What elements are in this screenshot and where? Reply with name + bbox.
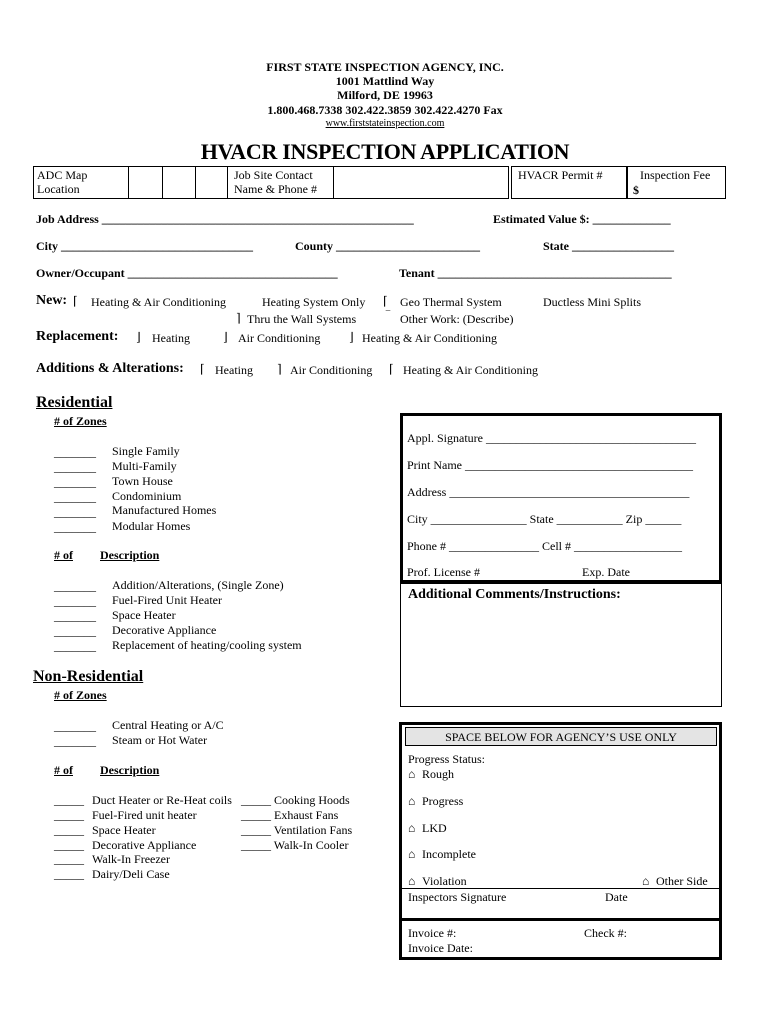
rep-heating-ac: Heating & Air Conditioning — [362, 331, 497, 345]
list-item: Town House — [112, 474, 173, 488]
rough-option: Rough — [422, 767, 455, 781]
list-item: Single Family — [112, 444, 180, 458]
residential-num-of: # of — [54, 548, 73, 562]
blank-line[interactable]: _____ — [54, 852, 84, 866]
list-item: Decorative Appliance — [112, 623, 217, 637]
list-item: Steam or Hot Water — [112, 733, 208, 747]
rep-heating: Heating — [152, 331, 190, 345]
non-residential-zones-label: # of Zones — [54, 688, 107, 702]
add-heating: Heating — [215, 363, 253, 377]
blank-line[interactable]: _____ — [54, 823, 84, 837]
new-thru-wall: Thru the Wall Systems — [247, 312, 357, 326]
blank-line[interactable]: _____ — [54, 808, 84, 822]
rep-ac: Air Conditioning — [238, 331, 321, 345]
residential-zones-label: # of Zones — [54, 414, 107, 428]
new-geo-thermal: Geo Thermal System — [400, 295, 502, 309]
list-item: Walk-In Freezer — [92, 852, 170, 866]
progress-status-label: Progress Status: — [408, 752, 486, 766]
checkbox-icon[interactable]: ⌋ — [349, 330, 354, 344]
progress-option: Progress — [422, 794, 464, 808]
company-name: FIRST STATE INSPECTION AGENCY, INC. — [266, 60, 504, 74]
non-residential-description: Description — [100, 763, 160, 777]
invoice-date-field[interactable]: Invoice Date: — [408, 941, 473, 955]
applicant-phone-cell[interactable]: Phone # _______________ Cell # __________________ — [407, 539, 682, 553]
list-item: Dairy/Deli Case — [92, 867, 170, 881]
applicant-address-field[interactable]: Address ________________________________________ — [407, 485, 690, 499]
list-item: Decorative Appliance — [92, 838, 197, 852]
blank-line[interactable]: _______ — [54, 475, 96, 489]
checkbox-icon[interactable]: ⌂ — [408, 847, 416, 861]
comments-heading: Additional Comments/Instructions: — [408, 587, 621, 602]
blank-line[interactable]: _______ — [54, 594, 96, 608]
list-item: Condominium — [112, 489, 182, 503]
permit-label: HVACR Permit # — [518, 168, 603, 182]
agency-heading: SPACE BELOW FOR AGENCY’S USE ONLY — [445, 730, 677, 744]
residential-description: Description — [100, 548, 160, 562]
company-street: 1001 Mattlind Way — [335, 74, 435, 88]
checkbox-icon[interactable]: ⌈ — [389, 362, 394, 376]
checkbox-icon[interactable]: ⌈ — [200, 362, 205, 376]
list-item: Replacement of heating/cooling system — [112, 638, 302, 652]
list-item: Central Heating or A/C — [112, 718, 224, 732]
residential-heading: Residential — [36, 394, 113, 411]
replacement-label: Replacement: — [36, 329, 119, 344]
lkd-option: LKD — [422, 821, 447, 835]
incomplete-option: Incomplete — [422, 847, 476, 861]
company-city: Milford, DE 19963 — [337, 88, 433, 102]
company-website[interactable]: www.firststateinspection.com — [325, 118, 445, 129]
print-name-field[interactable]: Print Name ______________________________________ — [407, 458, 693, 472]
checkbox-icon[interactable]: ⌋ — [136, 330, 141, 344]
list-item[interactable]: _____ Ventilation Fans — [241, 823, 353, 837]
blank-line[interactable]: _______ — [54, 505, 96, 519]
blank-line[interactable]: _______ — [54, 734, 96, 748]
new-heating-ac: Heating & Air Conditioning — [91, 295, 226, 309]
list-item: Fuel-Fired unit heater — [92, 808, 197, 822]
fee-dollar-sign: $ — [633, 183, 639, 197]
add-ac: Air Conditioning — [290, 363, 373, 377]
blank-line[interactable]: _______ — [54, 639, 96, 653]
non-residential-num-of: # of — [54, 763, 73, 777]
checkbox-icon[interactable]: ⌈ — [383, 294, 388, 308]
checkbox-icon[interactable]: ⌂ — [408, 794, 416, 808]
other-side-option: Other Side — [656, 874, 708, 888]
state-field[interactable]: State _________________ — [543, 239, 674, 253]
blank-line[interactable]: _______ — [54, 460, 96, 474]
adc-map-label: ADC Map — [37, 168, 88, 182]
list-item[interactable]: _____ Walk-In Cooler — [241, 838, 349, 852]
company-phones: 1.800.468.7338 302.422.3859 302.422.4270 Fax — [267, 103, 503, 117]
blank-line[interactable]: _____ — [54, 793, 84, 807]
blank-line[interactable]: _______ — [54, 624, 96, 638]
new-ductless: Ductless Mini Splits — [543, 295, 642, 309]
list-item: Fuel-Fired Unit Heater — [112, 593, 222, 607]
list-item: Space Heater — [112, 608, 176, 622]
applicant-city-state-zip[interactable]: City ________________ State ___________ Zip ______ — [407, 512, 682, 526]
blank-line[interactable]: _______ — [54, 609, 96, 623]
list-item: Multi-Family — [112, 459, 177, 473]
city-field[interactable]: City ________________________________ — [36, 239, 253, 253]
checkbox-icon[interactable]: ⌋ — [223, 330, 228, 344]
name-phone-label: Name & Phone # — [234, 182, 317, 196]
additions-label: Additions & Alterations: — [36, 361, 184, 376]
list-item: Duct Heater or Re-Heat coils — [92, 793, 232, 807]
list-item: Manufactured Homes — [112, 503, 217, 517]
county-field[interactable]: County ________________________ — [295, 239, 481, 253]
invoice-number-field[interactable]: Invoice #: — [408, 926, 457, 940]
checkbox-icon[interactable]: ⌂ — [408, 821, 416, 835]
check-number-field[interactable]: Check #: — [584, 926, 627, 940]
checkbox-icon[interactable]: ⌂ — [408, 874, 416, 888]
blank-line[interactable]: _____ — [54, 867, 84, 881]
checkbox-icon[interactable]: ⌂ — [408, 767, 416, 781]
checkbox-icon[interactable]: ⌈ — [73, 294, 78, 308]
location-label: Location — [37, 182, 80, 196]
checkbox-icon[interactable]: ⌂ — [642, 874, 650, 888]
violation-option: Violation — [422, 874, 467, 888]
inspection-date-field[interactable]: Date — [605, 890, 628, 904]
checkbox-icon[interactable]: ‾ — [386, 309, 390, 323]
page-title: HVACR INSPECTION APPLICATION — [200, 139, 570, 164]
applicant-signature-field[interactable]: Appl. Signature ___________________________________ — [407, 431, 696, 445]
blank-line[interactable]: _______ — [54, 520, 96, 534]
new-heating-only: Heating System Only — [262, 295, 366, 309]
list-item: Space Heater — [92, 823, 156, 837]
new-label: New: — [36, 293, 68, 308]
job-address-field[interactable]: Job Address ____________________________________________________ — [36, 212, 414, 226]
checkbox-icon[interactable]: ⌉ — [277, 362, 282, 376]
inspection-fee-label: Inspection Fee — [640, 168, 711, 182]
blank-line[interactable]: _______ — [54, 445, 96, 459]
checkbox-icon[interactable]: ⌉ — [236, 311, 241, 325]
exp-date-field[interactable]: Exp. Date — [582, 565, 630, 579]
blank-line[interactable]: _____ — [54, 838, 84, 852]
list-item[interactable]: _____ Cooking Hoods — [241, 793, 350, 807]
list-item[interactable]: _____ Exhaust Fans — [241, 808, 339, 822]
inspectors-signature-field[interactable]: Inspectors Signature — [408, 890, 507, 904]
tenant-field[interactable]: Tenant _______________________________________ — [399, 266, 672, 280]
non-residential-heading: Non-Residential — [33, 668, 144, 685]
list-item: Modular Homes — [112, 519, 191, 533]
blank-line[interactable]: _______ — [54, 490, 96, 504]
owner-field[interactable]: Owner/Occupant ___________________________________ — [36, 266, 338, 280]
new-other-work: Other Work: (Describe) — [400, 312, 514, 326]
blank-line[interactable]: _______ — [54, 719, 96, 733]
job-site-contact-label: Job Site Contact — [234, 168, 313, 182]
prof-license-field[interactable]: Prof. License # — [407, 565, 480, 579]
estimated-value-field[interactable]: Estimated Value $: _____________ — [493, 212, 671, 226]
add-heating-ac: Heating & Air Conditioning — [403, 363, 538, 377]
blank-line[interactable]: _______ — [54, 579, 96, 593]
list-item: Addition/Alterations, (Single Zone) — [112, 578, 284, 592]
